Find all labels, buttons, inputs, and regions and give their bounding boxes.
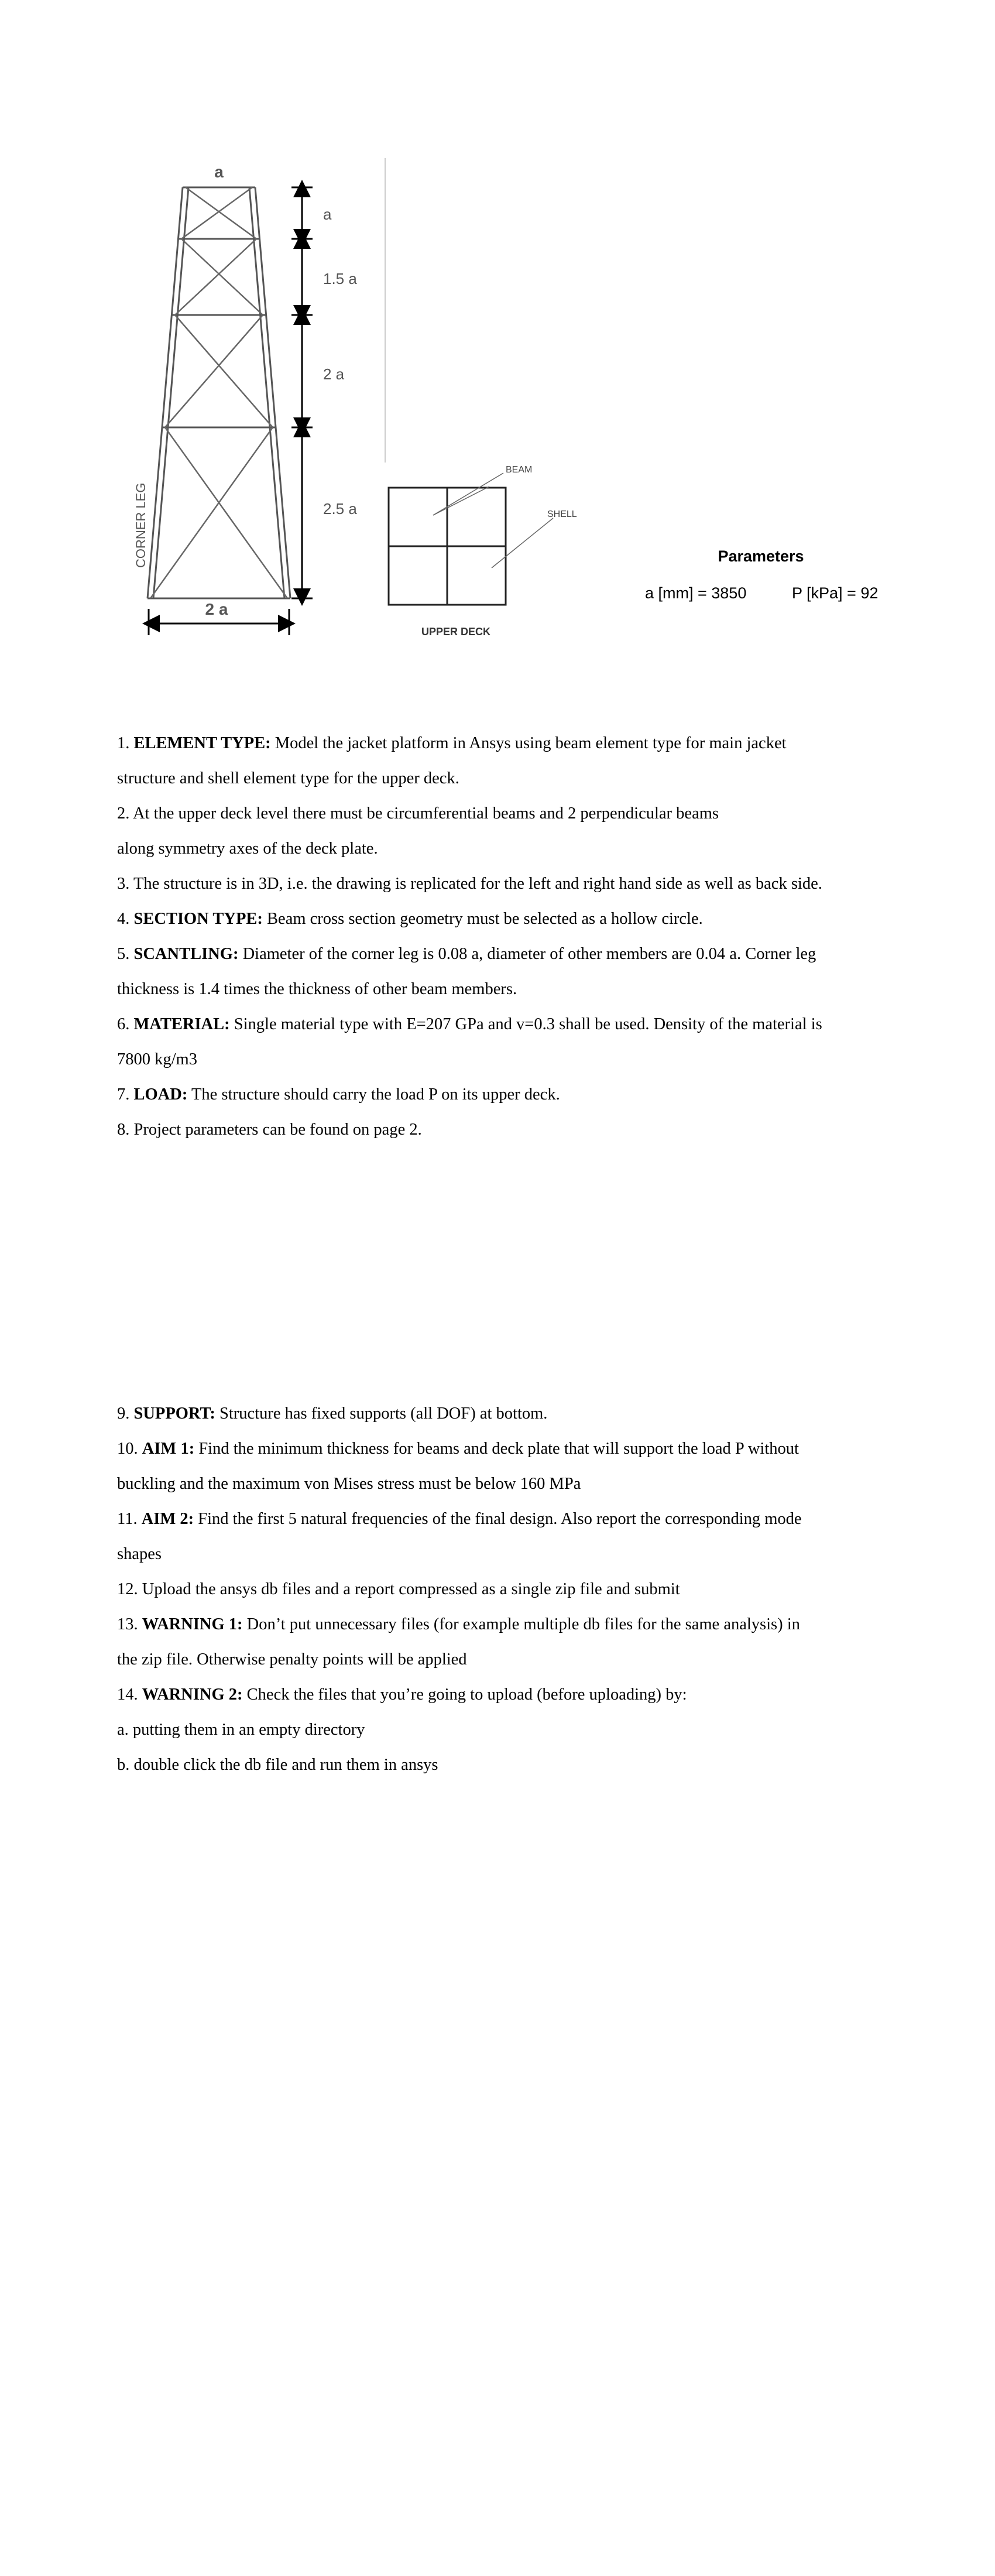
- item-line: 7. LOAD: The structure should carry the load P on its upper deck.: [117, 1085, 560, 1104]
- tower-horizontals: [147, 187, 290, 598]
- item-line: b. double click the db file and run them in ansys: [117, 1756, 438, 1774]
- item-line: 9. SUPPORT: Structure has fixed supports (all DOF) at bottom.: [117, 1405, 548, 1423]
- upper-deck-caption: UPPER DECK: [421, 626, 491, 638]
- item-line: 8. Project parameters can be found on page 2.: [117, 1121, 422, 1139]
- dimension-arrows: [291, 187, 313, 598]
- upper-deck-drawing: [389, 488, 506, 605]
- item-line: shapes: [117, 1545, 162, 1563]
- item-line: along symmetry axes of the deck plate.: [117, 840, 378, 858]
- parameters-title: Parameters: [718, 547, 804, 565]
- item-line: 4. SECTION TYPE: Beam cross section geometry must be selected as a hollow circle.: [117, 910, 703, 928]
- item-line: 2. At the upper deck level there must be circumferential beams and 2 perpendicular beams: [117, 804, 719, 823]
- item-line: 13. WARNING 1: Don’t put unnecessary files (for example multiple db files for the same analysis) in: [117, 1615, 800, 1633]
- tower-bottom-label: 2 a: [205, 600, 228, 618]
- item-line: 7800 kg/m3: [117, 1050, 197, 1068]
- tower-legs: [147, 187, 290, 598]
- parameter-a: a [mm] = 3850: [645, 584, 747, 602]
- item-line: 10. AIM 1: Find the minimum thickness for beams and deck plate that will support the load P without: [117, 1440, 799, 1458]
- item-line: structure and shell element type for the upper deck.: [117, 769, 459, 787]
- item-line: a. putting them in an empty directory: [117, 1721, 365, 1739]
- item-line: 14. WARNING 2: Check the files that you’re going to upload (before uploading) by:: [117, 1686, 687, 1704]
- corner-leg-label: CORNER LEG: [133, 482, 148, 568]
- item-line: 5. SCANTLING: Diameter of the corner leg is 0.08 a, diameter of other members are 0.04 a. Corner leg: [117, 945, 816, 963]
- item-line: 12. Upload the ansys db files and a report compressed as a single zip file and submit: [117, 1580, 680, 1598]
- jacket-platform-figure: [117, 158, 644, 656]
- item-line: 1. ELEMENT TYPE: Model the jacket platform in Ansys using beam element type for main jacket: [117, 734, 787, 752]
- tower-top-label: a: [214, 163, 224, 181]
- item-line: 11. AIM 2: Find the first 5 natural frequencies of the final design. Also report the corresponding mode: [117, 1510, 802, 1528]
- item-line: buckling and the maximum von Mises stress must be below 160 MPa: [117, 1475, 581, 1493]
- parameter-p: P [kPa] = 92: [792, 584, 879, 602]
- item-line: 6. MATERIAL: Single material type with E=207 GPa and v=0.3 shall be used. Density of the material is: [117, 1015, 822, 1033]
- dim-label-4: 2.5 a: [323, 500, 357, 518]
- item-line: the zip file. Otherwise penalty points will be applied: [117, 1650, 467, 1669]
- dim-label-3: 2 a: [323, 365, 345, 383]
- dim-label-1: a: [323, 205, 332, 223]
- item-line: 3. The structure is in 3D, i.e. the drawing is replicated for the left and right hand side as well as back side.: [117, 875, 822, 893]
- dim-label-2: 1.5 a: [323, 270, 357, 287]
- deck-shell-label: SHELL: [547, 509, 577, 519]
- item-line: thickness is 1.4 times the thickness of other beam members.: [117, 980, 517, 998]
- deck-beam-label: BEAM: [506, 465, 533, 475]
